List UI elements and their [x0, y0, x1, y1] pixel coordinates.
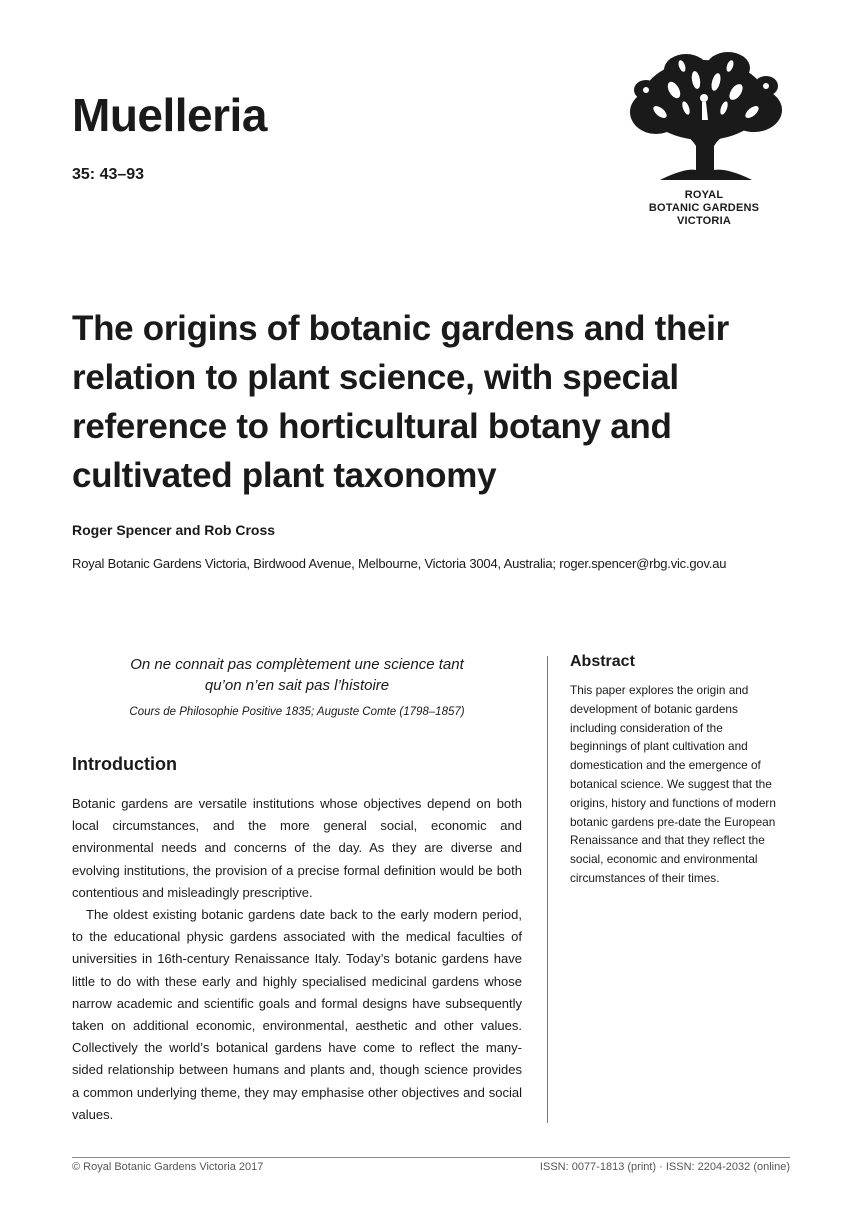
- epigraph: [72, 654, 522, 718]
- introduction-paragraph-2: The oldest existing botanic gardens date back to the early modern period, to the educational physic gardens associated with the medical faculties of universities in 16th-century Renaissance Italy. Today’s botanic gardens have little to do with these early and highly specialised medicinal gardens whose narrow academic and scientific goals and formal designs have subsequently taken on additional economic, environmental, aesthetic and other values. Collectively the world’s botanical gardens have come to reflect the many-sided relationship between humans and plants and, though science provides a common underlying theme, they may emphasise other objectives and social values.: [72, 907, 522, 1122]
- affiliation: Royal Botanic Gardens Victoria, Birdwood Avenue, Melbourne, Victoria 3004, Australia; roger.spencer@rbg.vic.gov.au: [72, 556, 727, 571]
- volume-pages: 35: 43–93: [72, 166, 145, 183]
- introduction-body: [72, 793, 522, 1126]
- logo-wordmark: [612, 189, 796, 228]
- footer-copyright: © Royal Botanic Gardens Victoria 2017: [72, 1161, 264, 1173]
- epigraph-line-1: On ne connait pas complètement une science tant: [130, 656, 464, 673]
- logo-line-royal: ROYAL: [684, 189, 724, 201]
- tree-icon: [616, 50, 792, 180]
- footer-divider: [72, 1157, 790, 1158]
- rbgv-logo: [612, 50, 796, 235]
- introduction-paragraph-1: Botanic gardens are versatile institutions whose objectives depend on both local circumstances, and the more general social, economic and environmental needs and concerns of the day. As they are diverse and evolving institutions, the provision of a precise formal definition would be both contentious and misleadingly prescriptive.: [72, 796, 522, 900]
- epigraph-line-2: qu’on n’en sait pas l’histoire: [204, 677, 390, 694]
- epigraph-source: Cours de Philosophie Positive 1835; Auguste Comte (1798–1857): [129, 706, 465, 718]
- footer-issn: ISSN: 0077-1813 (print) · ISSN: 2204-2032 (online): [539, 1161, 790, 1173]
- abstract-heading: Abstract: [570, 653, 635, 670]
- article-title: The origins of botanic gardens and their relation to plant science, with special reference to horticultural botany and cultivated plant taxonomy: [72, 309, 729, 495]
- logo-line-victoria: VICTORIA: [677, 215, 731, 227]
- abstract-text: This paper explores the origin and development of botanic gardens including consideration of the beginnings of plant cultivation and domestication and the emergence of botanical science. We suggest that the origins, history and functions of modern botanic gardens pre-date the European Renaissance and that they reflect the social, economic and environmental circumstances of their times.: [570, 683, 776, 885]
- logo-line-botanic-gardens: BOTANIC GARDENS: [648, 202, 760, 214]
- introduction-heading: Introduction: [72, 754, 177, 774]
- journal-title: Muelleria: [72, 89, 267, 141]
- authors: Roger Spencer and Rob Cross: [72, 522, 276, 538]
- column-divider: [547, 656, 548, 1123]
